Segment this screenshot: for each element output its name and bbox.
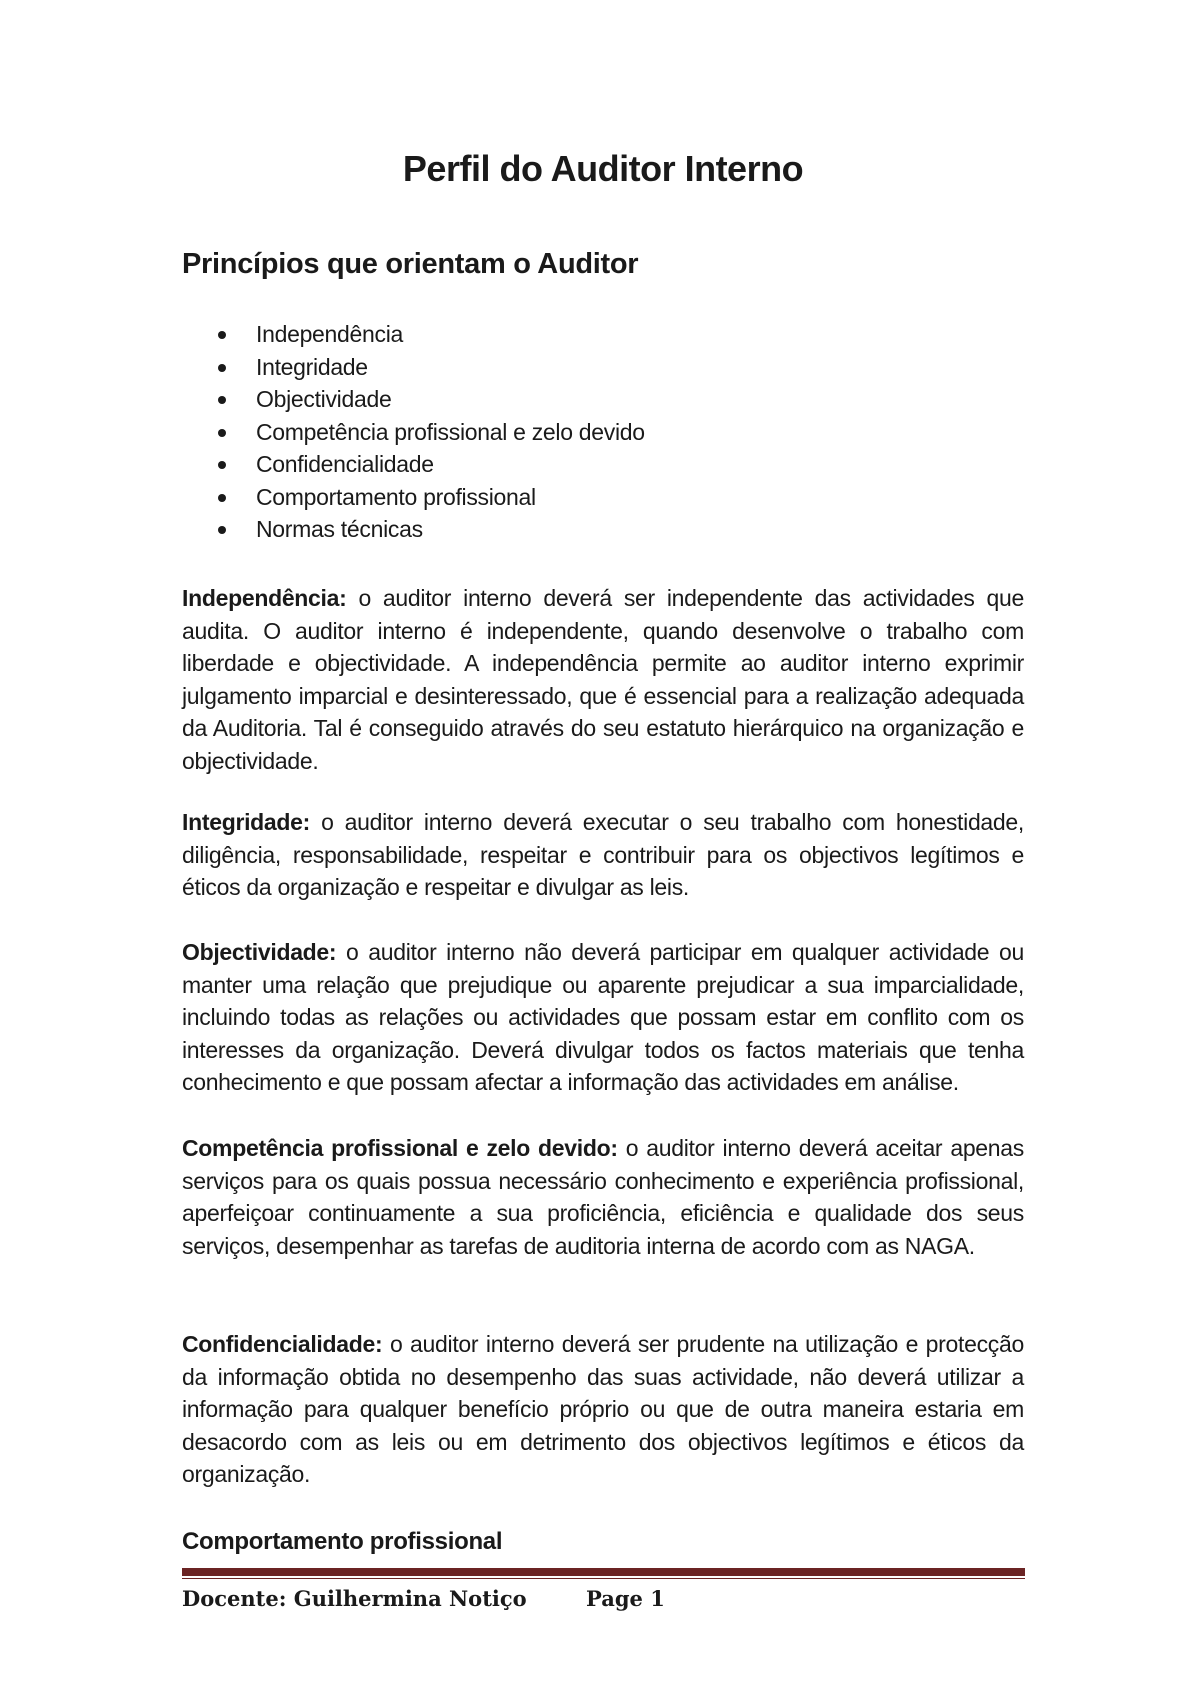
paragraph-text: o auditor interno deverá executar o seu trabalho com honestidade, diligência, responsabilidade, respeitar e contribuir para os objectivos legítimos e éticos da organização e respeitar e divulgar as leis.	[182, 809, 1024, 900]
paragraph-term: Competência profissional e zelo devido:	[182, 1135, 618, 1161]
list-item-label: Objectividade	[256, 386, 392, 412]
paragraph-term: Independência:	[182, 585, 347, 611]
bullet-icon	[218, 331, 226, 339]
principles-list	[218, 318, 645, 546]
list-item-label: Normas técnicas	[256, 516, 423, 542]
paragraph-text: o auditor interno deverá aceitar apenas serviços para os quais possua necessário conhecimento e experiência profissional, aperfeiçoar continuamente a sua proficiência, eficiência e qualidade dos seus serviços, desempenhar as tarefas de auditoria interna de acordo com as NAGA.	[182, 1135, 1024, 1259]
bullet-icon	[218, 526, 226, 534]
paragraph-term: Confidencialidade:	[182, 1331, 383, 1357]
footer-divider	[182, 1568, 1025, 1576]
section-subtitle: Princípios que orientam o Auditor	[182, 248, 639, 280]
paragraph-confidencialidade	[182, 1328, 1024, 1491]
paragraph-independencia	[182, 582, 1024, 777]
section-heading: Comportamento profissional	[182, 1528, 503, 1555]
list-item-label: Confidencialidade	[256, 451, 434, 477]
list-item-label: Independência	[256, 321, 404, 347]
paragraph-objectividade	[182, 936, 1024, 1099]
list-item	[218, 383, 645, 416]
list-item-label: Competência profissional e zelo devido	[256, 418, 645, 445]
list-item	[218, 351, 645, 384]
list-item	[218, 448, 645, 481]
paragraph-text: o auditor interno deverá ser independente das actividades que audita. O auditor interno é independente, quando desenvolve o trabalho com liberdade e objectividade. A independência permite ao auditor interno exprimir julgamento imparcial e desinteressado, que é essencial para a realização adequada da Auditoria. Tal é conseguido através do seu estatuto hierárquico na organização e objectividade.	[182, 585, 1024, 774]
list-item	[218, 416, 645, 449]
list-item-label: Integridade	[256, 353, 368, 380]
paragraph-term: Integridade:	[182, 809, 311, 835]
list-item-label: Comportamento profissional	[256, 483, 536, 510]
bullet-icon	[218, 364, 226, 372]
list-item	[218, 513, 645, 546]
page-title: Perfil do Auditor Interno	[402, 148, 804, 189]
bullet-icon	[218, 396, 226, 404]
paragraph-text: o auditor interno não deverá participar em qualquer actividade ou manter uma relação que prejudique ou aparente prejudicar a sua imparcialidade, incluindo todas as relações ou actividades que possam estar em conflito com os interesses da organização. Deverá divulgar todos os factos materiais que tenha conhecimento e que possam afectar a informação das actividades em análise.	[182, 939, 1024, 1095]
paragraph-integridade	[182, 806, 1024, 904]
list-item	[218, 318, 645, 351]
list-item	[218, 481, 645, 514]
bullet-icon	[218, 461, 226, 469]
paragraph-competencia	[182, 1132, 1024, 1262]
paragraph-text: o auditor interno deverá ser prudente na utilização e protecção da informação obtida no desempenho das suas actividade, não deverá utilizar a informação para qualquer benefício próprio ou que de outra maneira estaria em desacordo com as leis ou em detrimento dos objectivos legítimos e éticos da organização.	[182, 1331, 1024, 1487]
footer-page-number: Page 1	[586, 1586, 665, 1611]
footer-author: Docente: Guilhermina Notiço	[182, 1586, 527, 1611]
bullet-icon	[218, 429, 226, 437]
bullet-icon	[218, 494, 226, 502]
paragraph-term: Objectividade:	[182, 939, 337, 965]
